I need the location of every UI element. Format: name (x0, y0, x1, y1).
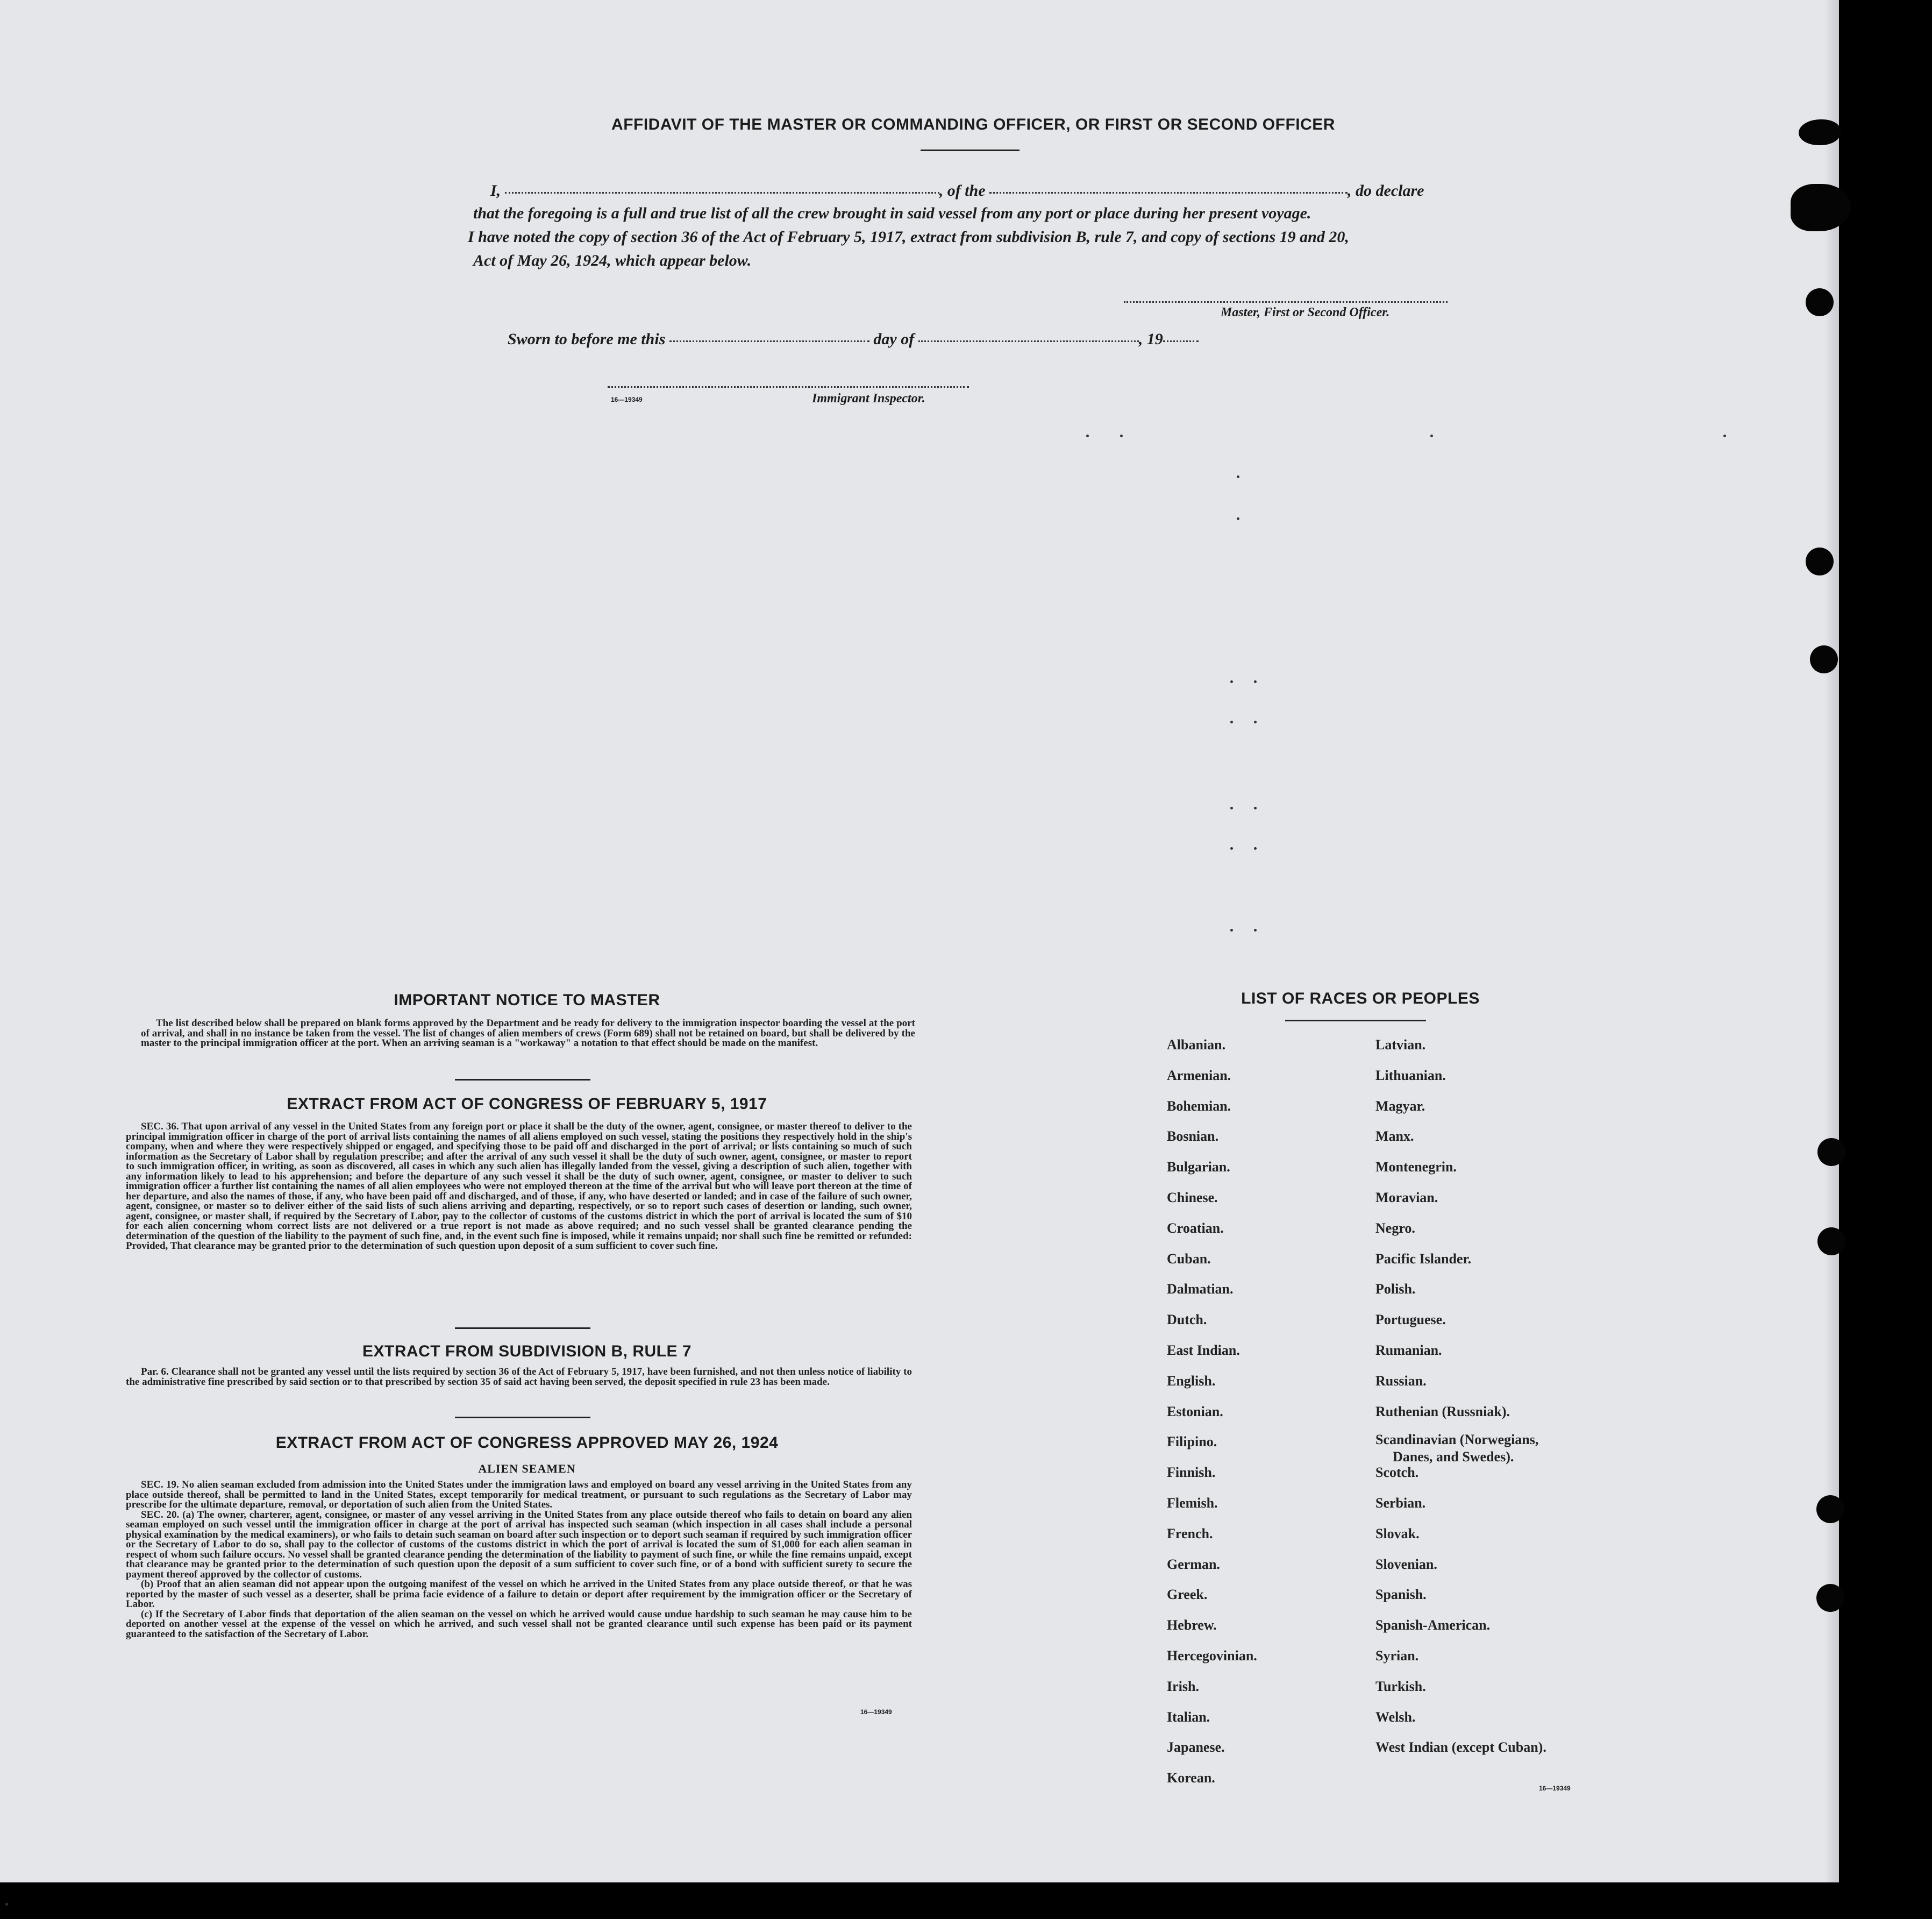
scan-speck (1086, 435, 1089, 437)
punch-hole (1810, 645, 1838, 673)
divider (455, 1327, 590, 1329)
scan-speck (1254, 680, 1257, 683)
scan-speck (1237, 517, 1239, 520)
race-item: Spanish-American. (1375, 1617, 1491, 1633)
notice-title: IMPORTANT NOTICE TO MASTER (394, 991, 660, 1009)
scan-speck (1430, 435, 1433, 437)
scan-speck (1254, 721, 1257, 723)
race-item: Hebrew. (1167, 1617, 1217, 1633)
affidavit-declare-label: , do declare (1348, 182, 1424, 200)
extract-1924-title: EXTRACT FROM ACT OF CONGRESS APPROVED MAY 26, 1924 (275, 1434, 779, 1452)
race-item: Croatian. (1167, 1220, 1224, 1236)
race-item: Bosnian. (1167, 1128, 1219, 1145)
vessel-blank[interactable] (989, 191, 1348, 194)
master-caption: Master, First or Second Officer. (1221, 305, 1390, 319)
race-item: German. (1167, 1556, 1220, 1572)
race-item: Ruthenian (Russniak). (1375, 1403, 1510, 1419)
affidavit-line-4: Act of May 26, 1924, which appear below. (473, 252, 752, 269)
race-item: Danes, and Swedes). (1393, 1449, 1514, 1465)
race-item: Hercegovinian. (1167, 1648, 1257, 1664)
race-item: Rumanian. (1375, 1342, 1442, 1358)
year-label: , 19 (1138, 330, 1163, 348)
race-item: Chinese. (1167, 1190, 1218, 1205)
race-item: Polish. (1375, 1281, 1416, 1297)
race-item: Negro. (1375, 1220, 1415, 1236)
sworn-month-blank[interactable] (918, 340, 1139, 342)
section-20b-text: (b) Proof that an alien seaman did not appear upon the outgoing manifest of the vessel on which he arrived in the United States from any place outside thereof, or that he was reported by the master of such vessel as a deserter, shall be prima facie evidence of a failure to detain or deport after requirement by the immigration officer or the Secretary of Labor. (126, 1579, 912, 1610)
race-item: Turkish. (1375, 1678, 1426, 1694)
section-20c-text: (c) If the Secretary of Labor finds that deportation of the alien seaman on the vessel on which he arrived would cause undue hardship to such seaman he may cause him to be deported on another vessel at the expense of the vessel on which he arrived, and such vessel shall not be granted clearance until such expense has been paid or its payment guaranteed to the satisfaction of the Secretary of Labor. (126, 1608, 912, 1640)
punch-hole (1806, 288, 1834, 316)
inspector-signature-line[interactable] (608, 386, 969, 388)
race-item: Slovenian. (1375, 1556, 1437, 1572)
race-item: Cuban. (1167, 1250, 1211, 1267)
race-item: Russian. (1375, 1373, 1427, 1389)
scan-speck (1230, 721, 1233, 723)
scan-speck (1120, 435, 1123, 437)
ink-blot-top (1799, 119, 1841, 145)
race-item: East Indian. (1167, 1342, 1240, 1358)
form-number: 16—19349 (611, 396, 643, 403)
race-item: Bulgarian. (1167, 1159, 1230, 1175)
extract-1917-title: EXTRACT FROM ACT OF CONGRESS OF FEBRUARY 5, 1917 (287, 1095, 767, 1113)
scan-speck (1230, 847, 1233, 850)
punch-hole (1817, 1227, 1845, 1255)
race-item: Japanese. (1167, 1739, 1225, 1755)
punch-hole (1817, 1138, 1845, 1166)
inspector-caption: Immigrant Inspector. (812, 392, 925, 406)
race-item: Scandinavian (Norwegians, (1375, 1432, 1539, 1448)
sworn-day-blank[interactable] (669, 340, 869, 342)
title-underline (921, 150, 1020, 151)
race-item: Dutch. (1167, 1312, 1207, 1328)
ink-blot-second (1791, 184, 1851, 231)
race-item: Moravian. (1375, 1190, 1438, 1205)
name-blank[interactable] (505, 191, 939, 194)
race-item: Magyar. (1375, 1098, 1425, 1114)
race-item: Irish. (1167, 1678, 1199, 1694)
race-item: Armenian. (1167, 1067, 1231, 1083)
subdivision-b-title: EXTRACT FROM SUBDIVISION B, RULE 7 (362, 1342, 692, 1360)
race-item: Lithuanian. (1375, 1067, 1446, 1083)
scan-speck (1230, 807, 1233, 809)
punch-hole (1816, 1584, 1844, 1612)
race-item: Scotch. (1375, 1465, 1419, 1481)
races-title: LIST OF RACES OR PEOPLES (1241, 990, 1480, 1007)
affidavit-declaration-line (490, 182, 1424, 200)
race-item: Portuguese. (1375, 1312, 1446, 1328)
race-item: Slovak. (1375, 1525, 1420, 1541)
race-item: Flemish. (1167, 1495, 1218, 1511)
divider (455, 1079, 590, 1081)
race-item: Dalmatian. (1167, 1281, 1234, 1297)
scan-speck (5, 1903, 8, 1906)
affidavit-line-3: I have noted the copy of section 36 of the Act of February 5, 1917, extract from subdivision B, rule 7, and copy of sections 19 and 20, (468, 228, 1349, 246)
race-item: Greek. (1167, 1587, 1208, 1603)
master-signature-line[interactable] (1124, 301, 1448, 303)
scan-speck (1254, 807, 1257, 809)
divider (1285, 1020, 1426, 1021)
section-19-text: SEC. 19. No alien seaman excluded from admission into the United States under the immigration laws and employed on board any vessel arriving in the United States from any place outside thereof, shall be permitted to land in the United States, except temporarily for medical treatment, or pursuant to such regulations as the Secretary of Labor may prescribe for the ultimate departure, removal, or deportation of such alien from the United States. (126, 1479, 912, 1510)
scan-speck (1723, 435, 1726, 437)
scan-speck (1230, 929, 1233, 932)
race-item: West Indian (except Cuban). (1375, 1739, 1546, 1755)
race-item: Latvian. (1375, 1037, 1426, 1053)
sworn-line (508, 330, 1199, 349)
day-of-label: day of (873, 330, 915, 348)
extract-1924-text (126, 1480, 912, 1639)
race-item: Korean. (1167, 1770, 1215, 1786)
punch-hole (1806, 548, 1834, 575)
race-item: Albanian. (1167, 1037, 1226, 1053)
race-item: Montenegrin. (1375, 1159, 1457, 1175)
race-item: Welsh. (1375, 1709, 1416, 1725)
sworn-year-blank[interactable] (1163, 340, 1199, 342)
affidavit-i-label: I, (490, 182, 501, 200)
race-item: English. (1167, 1373, 1216, 1389)
race-item: Pacific Islander. (1375, 1250, 1472, 1267)
subdivision-b-text: Par. 6. Clearance shall not be granted any vessel until the lists required by section 36 of the Act of February 5, 1917, have been furnished, and not then unless notice of liability to the administrative fine prescribed by said section or to that prescribed by section 35 of said act having been served, the deposit specified in rule 23 has been made. (126, 1366, 912, 1388)
race-item: Italian. (1167, 1709, 1210, 1725)
affidavit-title: AFFIDAVIT OF THE MASTER OR COMMANDING OFFICER, OR FIRST OR SECOND OFFICER (611, 116, 1335, 133)
race-item: Bohemian. (1167, 1098, 1231, 1114)
notice-text: The list described below shall be prepared on blank forms approved by the Department and be ready for delivery to the immigration inspector boarding the vessel at the port of arrival, and shall in no instance be taken from the vessel. The list of changes of alien members of crews (Form 689) shall not be retained on board, but shall be delivered by the master to the principal immigration officer at the port. When an arriving seaman is a "workaway" a notation to that effect should be made on the manifest. (141, 1018, 915, 1049)
affidavit-of-the-label: , of the (939, 182, 986, 200)
punch-hole (1816, 1495, 1844, 1523)
form-number: 16—19349 (860, 1708, 892, 1716)
scan-speck (1254, 847, 1257, 850)
alien-seamen-subtitle: ALIEN SEAMEN (478, 1462, 576, 1475)
race-item: Syrian. (1375, 1648, 1419, 1664)
affidavit-line-2: that the foregoing is a full and true list of all the crew brought in said vessel from any port or place during her present voyage. (473, 204, 1311, 222)
extract-1917-text: SEC. 36. That upon arrival of any vessel in the United States from any foreign port or place it shall be the duty of the owner, agent, consignee, or master thereof to deliver to the principal immigration officer in charge of the port of arrival lists containing the names of all aliens employed on such vessel, stating the positions they respectively hold in the ship's company, when and where they were respectively shipped or engaged, and specifying those to be paid off and discharged in the port of arrival; or lists containing so much of such information as the Secretary of Labor shall by regulation prescribe; and after the arrival of any such vessel it shall be the duty of such owner, agent, consignee, or master to report to such immigration officer, in writing, as soon as discovered, all cases in which any such alien has illegally landed from the vessel, giving a description of such alien, together with any information likely to lead to his apprehension; and before the departure of any such vessel it shall be the duty of such owner, agent, consignee, or master to deliver to such immigration officer a further list containing the names of all alien employees who were not employed thereon at the time of the arrival but who will leave port thereon at the time of her departure, and also the names of those, if any, who have been paid off and discharged, and of those, if any, who have deserted or landed; and in case of the failure of such owner, agent, consignee, or master so to deliver either of the said lists of such aliens arriving and departing, respectively, or so to report such cases of desertion or landing, such owner, agent, consignee, or master shall, if required by the Secretary of Labor, pay to the collector of customs of the customs district in which the port of arrival is located the sum of $10 for each alien concerning whom correct lists are not delivered or a true report is not made as above required; and no such vessel shall be granted clearance pending the determination of the question of the liability to the payment of such fine, and, in the event such fine is imposed, while it remains unpaid; nor shall such fine be remitted or refunded: Provided, That clearance may be granted prior to the determination of such question upon deposit of a sum sufficient to cover such fine. (126, 1121, 912, 1252)
race-item: Finnish. (1167, 1465, 1216, 1481)
section-20a-text: SEC. 20. (a) The owner, charterer, agent, consignee, or master of any vessel arriving in the United States from any place outside thereof who fails to detain on board any alien seaman employed on such vessel until the immigration officer in charge at the port of arrival has inspected such seaman (which inspection in all cases shall include a personal physical examination by the medical examiners), or who fails to detain such seaman on board after such inspection or to deport such seaman if required by such immigration officer or the Secretary of Labor to do so, shall pay to the collector of customs of the customs district in which the port of arrival is located the sum of $1,000 for each alien seaman in respect of whom such failure occurs. No vessel shall be granted clearance pending the determination of the liability to payment of such fine, or while the fine remains unpaid, except that clearance may be granted prior to the determination of such question upon the deposit of a sum sufficient to cover such fine, or of a bond with sufficient surety to secure the payment thereof approved by the collector of customs. (126, 1509, 912, 1580)
scan-speck (1230, 680, 1233, 683)
race-item: Filipino. (1167, 1434, 1217, 1450)
scan-speck (1254, 929, 1257, 932)
race-item: Estonian. (1167, 1403, 1223, 1419)
form-number: 16—19349 (1539, 1785, 1571, 1792)
race-item: Manx. (1375, 1128, 1414, 1145)
scan-speck (1237, 475, 1239, 478)
race-item: Serbian. (1375, 1495, 1426, 1511)
divider (455, 1417, 590, 1418)
race-item: Spanish. (1375, 1587, 1427, 1603)
race-item: French. (1167, 1525, 1213, 1541)
sworn-label: Sworn to before me this (508, 330, 666, 348)
